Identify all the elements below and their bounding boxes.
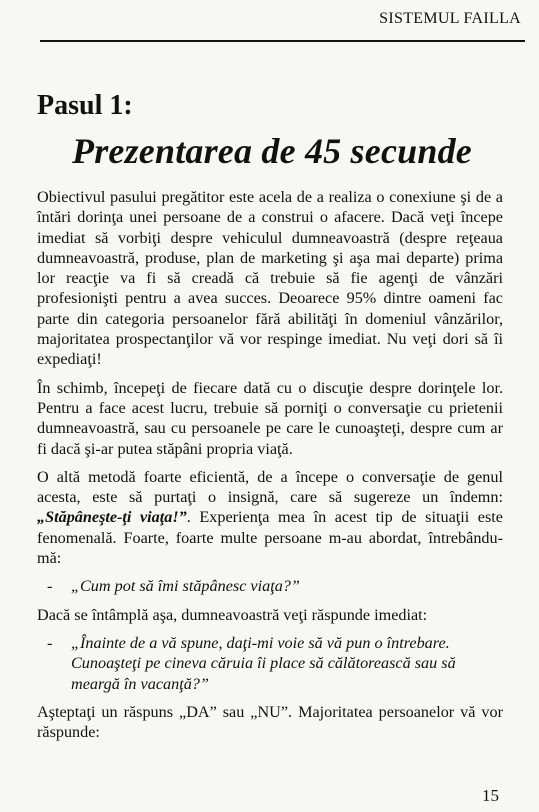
quote-text-1: „Cum pot să îmi stăpânesc viaţa?” bbox=[71, 577, 300, 596]
page-number: 15 bbox=[482, 786, 499, 805]
paragraph-badge bbox=[37, 467, 503, 568]
paragraph-badge-text-2: . Experienţa mea în acest tip de situaţii este fenomenală. Foarte, foarte multe persoane m-au abordat, întrebându-mă: bbox=[37, 508, 503, 568]
body-text bbox=[37, 187, 503, 750]
paragraph-instead: În schimb, începeţi de fiecare dată cu o discuţie despre dorinţele lor. Pentru a face acest lucru, trebuie să porniţi o conversaţie cu prietenii dumneavoastră, sau cu persoanele pe care le cunoaşteţi, despre cum ar fi dacă şi-ar putea stăpâni propria viaţă. bbox=[37, 378, 503, 458]
step-label: Pasul 1: bbox=[37, 90, 133, 121]
dash-bullet: - bbox=[47, 577, 53, 596]
quote-item-2 bbox=[37, 633, 503, 694]
paragraph-badge-text-1: O altă metodă foarte eficientă, de a începe o conversaţie de genul acesta, este să purtaţi o insignă, care să sugereze un îndemn: bbox=[37, 467, 503, 507]
quote-text-2: „Înainte de a vă spune, daţi-mi voie să vă pun o întrebare. Cunoaşteţi pe cineva căruia îi place să călătorească sau să meargă în vacanţă?” bbox=[71, 633, 456, 693]
header-rule bbox=[40, 40, 525, 42]
dash-bullet: - bbox=[47, 633, 53, 652]
paragraph-wait: Aşteptaţi un răspuns „DA” sau „NU”. Majoritatea persoanelor vă vor răspunde: bbox=[37, 702, 503, 742]
section-title: Prezentarea de 45 secunde bbox=[72, 131, 472, 171]
running-header: SISTEMUL FAILLA bbox=[379, 10, 521, 27]
paragraph-badge-emphasis: „Stăpâneşte-ţi viaţa!” bbox=[37, 508, 187, 527]
quote-item-1 bbox=[37, 576, 503, 596]
paragraph-objective: Obiectivul pasului pregătitor este acela de a realiza o conexiune şi de a întări dorinţa unei persoane de a construi o afacere. Dacă veţi începe imediat să vorbiţi despre vehiculul dumneavoastră (despre reţeaua dumneavoastră, produse, plan de marketing şi aşa mai departe) prima lor reacţie va fi să creadă că trebuie să fie agenţi de vânzări profesionişti pentru a avea succes. Deoarece 95% dintre oameni fac parte din categoria persoanelor fără abilităţi în domeniul vânzărilor, majoritatea prospectanţilor vă vor respinge imediat. Nu veţi dori să îi expediaţi! bbox=[37, 188, 503, 369]
paragraph-response: Dacă se întâmplă aşa, dumneavoastră veţi răspunde imediat: bbox=[37, 605, 428, 624]
